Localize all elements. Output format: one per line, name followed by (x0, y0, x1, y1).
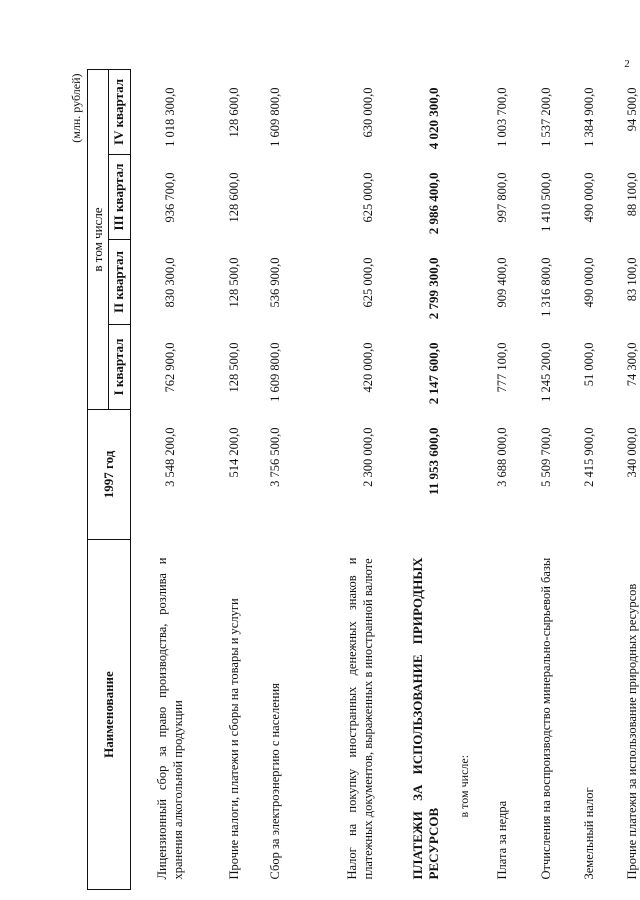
row-year (444, 410, 484, 540)
row-q4: 1 003 700,0 (494, 87, 509, 147)
header-q1: I квартал (108, 325, 130, 410)
row-year: 3 756 500,0 (267, 427, 282, 487)
row-year: 2 415 900,0 (581, 427, 596, 487)
row-name: Земельный налог (582, 787, 596, 880)
row-name: Прочие платежи за использование природных ресурсов (625, 583, 639, 880)
budget-table (67, 69, 640, 890)
row-q3: 2 986 400,0 (426, 172, 441, 235)
row-year: 11 953 600,0 (426, 427, 441, 496)
row-q2: 490 000,0 (581, 257, 596, 308)
row-q2: 909 400,0 (494, 257, 509, 308)
table-row (258, 69, 292, 889)
row-q2: 1 316 800,0 (538, 257, 553, 317)
row-q4: 4 020 300,0 (426, 87, 441, 150)
row-year: 3 548 200,0 (162, 427, 177, 487)
row-year: 5 509 700,0 (538, 427, 553, 487)
table-row (484, 69, 520, 889)
row-name: Прочие налоги, платежи и сборы на товары и услуги (227, 598, 241, 880)
header-q4: IV квартал (108, 69, 130, 154)
row-year: 2 300 000,0 (361, 427, 375, 487)
row-q4: 1 018 300,0 (162, 87, 177, 147)
row-name: Сбор за электроэнергию с населения (268, 683, 282, 880)
table-row (520, 69, 572, 889)
row-q3 (444, 155, 484, 240)
row-q3: 490 000,0 (581, 172, 596, 223)
row-q3 (258, 155, 292, 240)
row-q3: 128 600,0 (226, 172, 241, 223)
header-q3: III квартал (108, 155, 130, 240)
row-name: Налог на покупку иностранных денежных знаков и платежных документов, выраженных в иностранной валюте (345, 557, 375, 880)
row-q2: 625 000,0 (361, 257, 375, 308)
row-q3: 88 100,0 (624, 172, 639, 217)
row-q1: 1 245 200,0 (538, 342, 553, 402)
row-year: 340 000,0 (624, 427, 639, 478)
row-q2: 830 300,0 (162, 257, 177, 308)
row-name: Плата за недра (495, 800, 509, 880)
row-q1: 51 000,0 (581, 342, 596, 387)
row-q1: 128 500,0 (226, 342, 241, 393)
row-q4: 1 384 900,0 (581, 87, 596, 147)
row-q2: 128 500,0 (226, 257, 241, 308)
row-q1: 420 000,0 (361, 342, 375, 393)
row-q1: 74 300,0 (624, 342, 639, 387)
row-q3: 997 800,0 (494, 172, 509, 223)
row-q2 (444, 240, 484, 325)
row-q4 (444, 69, 484, 154)
row-q1: 1 609 800,0 (267, 342, 282, 402)
table-row (292, 69, 380, 889)
row-q2: 2 799 300,0 (426, 257, 441, 320)
row-year: 3 688 000,0 (494, 427, 509, 487)
row-q4: 128 600,0 (226, 87, 241, 138)
row-q1: 762 900,0 (162, 342, 177, 393)
row-q4: 94 500,0 (624, 87, 639, 132)
page-number: 2 (624, 58, 630, 70)
row-q4: 1 609 800,0 (267, 87, 282, 147)
table-row (606, 69, 640, 889)
row-q1 (444, 325, 484, 410)
header-year: 1997 год (87, 410, 130, 540)
row-q3: 1 410 500,0 (538, 172, 553, 232)
units-label: (млн. рублей) (69, 73, 84, 143)
table-row (572, 69, 606, 889)
row-name: в том числе: (457, 754, 471, 818)
row-q3: 936 700,0 (162, 172, 177, 223)
table-row (380, 69, 444, 889)
table-row (210, 69, 258, 889)
table-row (130, 69, 210, 889)
row-q2: 83 100,0 (624, 257, 639, 302)
row-q1: 2 147 600,0 (426, 342, 441, 405)
row-q2: 536 900,0 (267, 257, 282, 308)
rotated-page (67, 70, 639, 890)
table-row (444, 69, 484, 889)
row-q1: 777 100,0 (494, 342, 509, 393)
row-q4: 630 000,0 (361, 87, 375, 138)
row-year: 514 200,0 (226, 427, 241, 478)
row-name: Лицензионный сбор за право производства, розлива и хранения алкогольной продукции (155, 557, 186, 880)
header-q2: II квартал (108, 240, 130, 325)
row-q3: 625 000,0 (361, 172, 375, 223)
row-name: ПЛАТЕЖИ ЗА ИСПОЛЬЗОВАНИЕ ПРИРОДНЫХ РЕСУРСОВ (410, 557, 441, 880)
row-name: Отчисления на воспроизводство минерально-сырьевой базы (539, 557, 553, 880)
header-name: Наименование (87, 540, 130, 890)
header-including: в том числе (87, 69, 108, 409)
row-q4: 1 537 200,0 (538, 87, 553, 147)
